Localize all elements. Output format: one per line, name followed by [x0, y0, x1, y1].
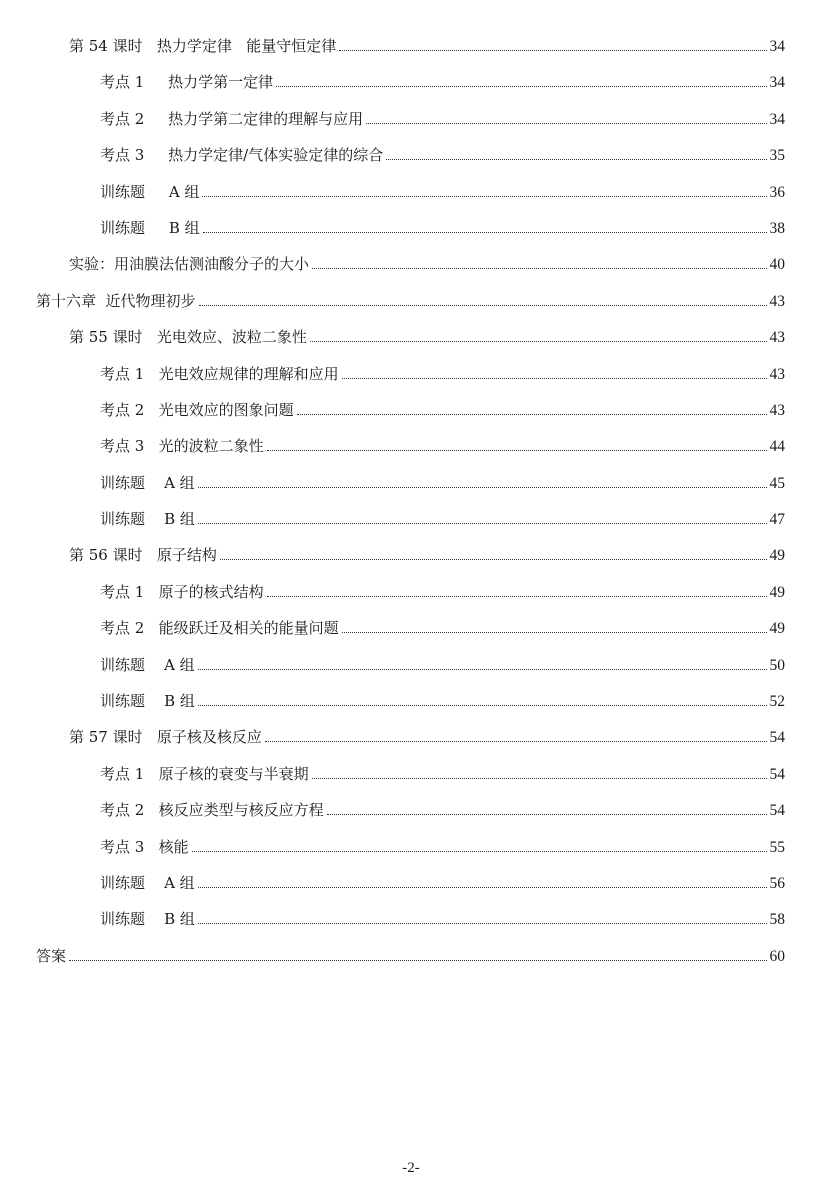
toc-entry-title: 第 55 课时 光电效应、波粒二象性: [69, 328, 307, 347]
toc-dot-leader: [267, 449, 767, 451]
toc-entry: [0, 647, 822, 683]
toc-entry: [0, 901, 822, 937]
toc-entry-title: 答案: [36, 946, 67, 965]
toc-entry: [0, 64, 822, 100]
toc-dot-leader: [198, 668, 767, 670]
toc-dot-leader: [198, 922, 767, 924]
toc-entry-page-number: 54: [769, 802, 785, 820]
toc-entry-title: 训练题 B 组: [100, 910, 195, 929]
toc-entry: [0, 319, 822, 355]
toc-entry-page-number: 36: [769, 183, 785, 201]
toc-entry: [0, 719, 822, 755]
toc-entry-page-number: 47: [769, 511, 785, 529]
toc-entry-page-number: 55: [769, 838, 785, 856]
toc-entry-title: 训练题 A 组: [100, 182, 200, 201]
toc-entry-title: 训练题 B 组: [100, 692, 195, 711]
table-of-contents: [0, 28, 822, 974]
toc-entry: [0, 137, 822, 173]
toc-dot-leader: [366, 122, 766, 124]
toc-entry-title: 训练题 B 组: [100, 218, 200, 237]
toc-entry: [0, 283, 822, 319]
toc-entry: [0, 829, 822, 865]
toc-entry: [0, 865, 822, 901]
toc-entry: [0, 428, 822, 464]
toc-entry: [0, 574, 822, 610]
toc-dot-leader: [198, 522, 767, 524]
toc-entry-title: 考点 2 光电效应的图象问题: [100, 400, 294, 419]
toc-entry: [0, 356, 822, 392]
toc-entry-page-number: 43: [769, 292, 785, 310]
toc-entry-title: 第 57 课时 原子核及核反应: [69, 728, 262, 747]
toc-dot-leader: [342, 377, 767, 379]
toc-entry-page-number: 43: [769, 329, 785, 347]
toc-entry-page-number: 34: [769, 74, 785, 92]
toc-entry-page-number: 35: [769, 147, 785, 165]
toc-entry-title: 考点 1 光电效应规律的理解和应用: [100, 364, 339, 383]
toc-entry-page-number: 60: [769, 947, 785, 965]
toc-entry-title: 第十六章 近代物理初步: [36, 291, 196, 310]
toc-entry: [0, 28, 822, 64]
toc-entry-page-number: 50: [769, 656, 785, 674]
toc-entry: [0, 756, 822, 792]
toc-entry-page-number: 45: [769, 474, 785, 492]
toc-dot-leader: [310, 340, 767, 342]
toc-entry: [0, 610, 822, 646]
toc-entry: [0, 501, 822, 537]
toc-entry: [0, 537, 822, 573]
toc-dot-leader: [192, 850, 767, 852]
toc-entry-title: 训练题 A 组: [100, 873, 195, 892]
toc-dot-leader: [386, 158, 766, 160]
toc-entry-title: 考点 2 热力学第二定律的理解与应用: [100, 109, 364, 128]
toc-entry-title: 考点 1 热力学第一定律: [100, 73, 274, 92]
toc-entry: [0, 465, 822, 501]
toc-entry-title: 训练题 B 组: [100, 510, 195, 529]
toc-entry-page-number: 56: [769, 874, 785, 892]
toc-entry: [0, 792, 822, 828]
toc-entry-title: 考点 2 核反应类型与核反应方程: [100, 801, 324, 820]
toc-entry-title: 考点 2 能级跃迁及相关的能量问题: [100, 619, 339, 638]
toc-entry-title: 训练题 A 组: [100, 655, 195, 674]
toc-entry-page-number: 52: [769, 693, 785, 711]
toc-entry: [0, 392, 822, 428]
toc-entry-title: 考点 3 热力学定律/气体实验定律的综合: [100, 146, 384, 165]
toc-entry-title: 考点 1 原子的核式结构: [100, 582, 264, 601]
toc-dot-leader: [297, 413, 767, 415]
toc-entry-page-number: 49: [769, 547, 785, 565]
toc-entry-page-number: 44: [769, 438, 785, 456]
toc-entry-page-number: 34: [769, 110, 785, 128]
toc-entry-page-number: 43: [769, 401, 785, 419]
toc-entry: [0, 683, 822, 719]
toc-dot-leader: [198, 704, 767, 706]
toc-dot-leader: [198, 486, 767, 488]
toc-entry-title: 训练题 A 组: [100, 473, 195, 492]
toc-dot-leader: [220, 558, 767, 560]
toc-entry-title: 第 56 课时 原子结构: [69, 546, 217, 565]
toc-entry-page-number: 40: [769, 256, 785, 274]
toc-entry-page-number: 43: [769, 365, 785, 383]
toc-dot-leader: [203, 231, 767, 233]
toc-entry: [0, 174, 822, 210]
toc-entry-title: 考点 3 光的波粒二象性: [100, 437, 264, 456]
toc-dot-leader: [69, 959, 766, 961]
toc-dot-leader: [339, 49, 766, 51]
toc-dot-leader: [199, 304, 767, 306]
toc-dot-leader: [276, 85, 766, 87]
toc-entry-page-number: 49: [769, 620, 785, 638]
toc-entry: [0, 210, 822, 246]
toc-dot-leader: [198, 886, 767, 888]
toc-entry: [0, 938, 822, 974]
page-number: -2-: [402, 1160, 420, 1176]
toc-entry-page-number: 34: [769, 38, 785, 55]
toc-entry-page-number: 38: [769, 219, 785, 237]
toc-dot-leader: [312, 267, 766, 269]
toc-dot-leader: [327, 813, 767, 815]
toc-entry-title: 考点 3 核能: [100, 837, 189, 856]
toc-entry-title: 第 54 课时 热力学定律 能量守恒定律: [69, 37, 337, 55]
toc-dot-leader: [342, 631, 767, 633]
toc-entry: [0, 101, 822, 137]
toc-entry-page-number: 58: [769, 911, 785, 929]
toc-entry-title: 实验：用油膜法估测油酸分子的大小: [69, 255, 310, 274]
toc-entry: [0, 246, 822, 282]
toc-dot-leader: [265, 740, 767, 742]
toc-dot-leader: [267, 595, 767, 597]
toc-entry-title: 考点 1 原子核的衰变与半衰期: [100, 764, 309, 783]
toc-dot-leader: [202, 195, 766, 197]
toc-entry-page-number: 54: [769, 765, 785, 783]
toc-dot-leader: [312, 777, 767, 779]
toc-entry-page-number: 49: [769, 583, 785, 601]
toc-entry-page-number: 54: [769, 729, 785, 747]
